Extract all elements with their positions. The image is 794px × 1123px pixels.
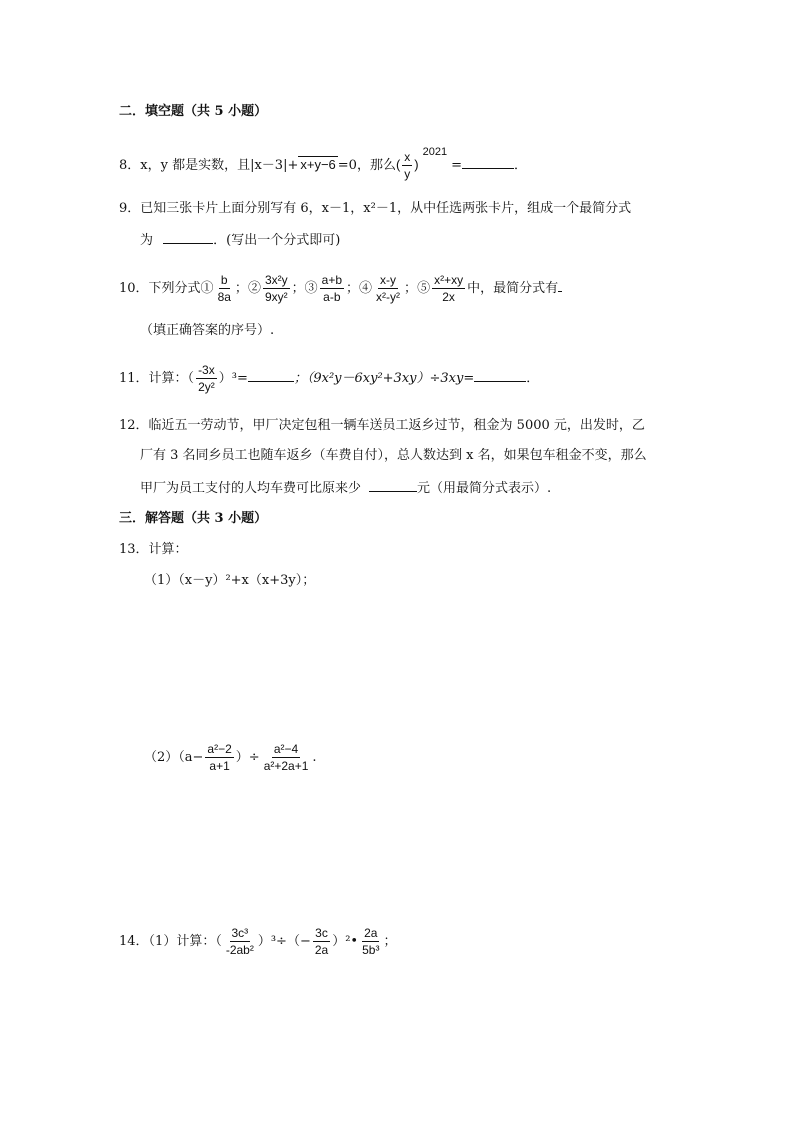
question-11 bbox=[119, 362, 539, 396]
answer-blank[interactable] bbox=[369, 479, 417, 492]
fraction bbox=[262, 742, 311, 773]
section-title-fill-in bbox=[119, 104, 267, 120]
sqrt-expression: x+y−6 bbox=[300, 157, 336, 172]
question-text: ）³= bbox=[218, 371, 248, 386]
question-14 bbox=[119, 922, 396, 962]
question-number: 10． bbox=[119, 281, 149, 296]
fraction-denominator: y bbox=[404, 167, 411, 181]
fraction-numerator: x²+xy bbox=[434, 273, 464, 287]
fraction-denominator: a²+2a+1 bbox=[263, 759, 309, 773]
question-number: 9． bbox=[119, 201, 141, 216]
fraction-3 bbox=[320, 273, 344, 304]
answer-blank[interactable] bbox=[163, 231, 213, 244]
fraction-numerator: 3c³ bbox=[231, 926, 249, 940]
separator: ； bbox=[234, 281, 248, 296]
question-number: 13． bbox=[119, 542, 149, 557]
question-text: 下列分式① bbox=[148, 281, 214, 296]
fraction-numerator: a+b bbox=[321, 273, 343, 287]
question-text: 计算： bbox=[148, 542, 188, 557]
question-text: 甲厂为员工支付的人均车费可比原来少 bbox=[140, 481, 362, 496]
question-9-line-2 bbox=[140, 231, 340, 249]
fraction bbox=[224, 926, 256, 957]
question-text: ； bbox=[383, 934, 397, 949]
question-text: ． bbox=[514, 158, 528, 173]
question-9 bbox=[119, 201, 631, 217]
fraction-numerator: x bbox=[404, 150, 411, 164]
question-text: （1）（x－y）²+x（x+3y）； bbox=[144, 573, 316, 588]
fraction-5 bbox=[432, 273, 465, 304]
question-text: = bbox=[451, 158, 463, 173]
paren: ( bbox=[395, 157, 401, 172]
question-number: 14． bbox=[119, 934, 149, 949]
question-12 bbox=[119, 418, 645, 434]
fraction-numerator: b bbox=[220, 273, 228, 287]
question-10 bbox=[119, 272, 562, 306]
question-text: 已知三张卡片上面分别写有 6，x－1，x²－1，从中任选两张卡片，组成一个最简分式 bbox=[140, 201, 632, 216]
question-text: 厂有 3 名同乡员工也随车返乡（车费自付），总人数达到 x 名，如果包车租金不变，那么 bbox=[140, 448, 647, 463]
separator: ； bbox=[291, 281, 305, 296]
marker: ③ bbox=[304, 281, 318, 296]
fraction-denominator: 8a bbox=[217, 290, 231, 304]
fraction-1 bbox=[216, 273, 233, 304]
question-12-line-2 bbox=[140, 448, 647, 464]
question-12-line-3 bbox=[140, 479, 551, 497]
answer-blank[interactable] bbox=[474, 369, 526, 382]
fraction bbox=[313, 926, 330, 957]
fraction-numerator: 2a bbox=[364, 926, 378, 940]
question-number: 11． bbox=[119, 371, 149, 386]
marker: ⑤ bbox=[417, 281, 431, 296]
exponent: 2021 bbox=[422, 146, 448, 158]
section-title-text: 二．填空题（共 5 小题） bbox=[119, 104, 268, 119]
answer-blank[interactable] bbox=[248, 369, 294, 382]
separator: ； bbox=[346, 281, 360, 296]
question-text: （填正确答案的序号）. bbox=[140, 323, 275, 338]
question-number: 12． bbox=[119, 418, 149, 433]
question-10-line-2 bbox=[140, 323, 274, 339]
fraction-denominator: 2a bbox=[314, 943, 329, 957]
answer-blank[interactable] bbox=[462, 156, 514, 169]
fraction-denominator: 5b³ bbox=[362, 943, 380, 957]
question-text: 计算：（ bbox=[148, 371, 195, 386]
fraction-denominator: 2y² bbox=[198, 380, 215, 394]
question-text: x，y 都是实数，且|x－3|+ bbox=[140, 158, 299, 173]
marker: ④ bbox=[359, 281, 373, 296]
question-text: 中，最简分式有 bbox=[467, 281, 559, 296]
fraction-4 bbox=[374, 273, 402, 304]
question-text: ． bbox=[526, 371, 540, 386]
question-text: ．(写出一个分式即可) bbox=[213, 233, 341, 248]
fraction bbox=[205, 742, 233, 773]
question-13-part-2 bbox=[144, 738, 317, 778]
question-text: （2）（a− bbox=[144, 750, 204, 765]
section-title-solve bbox=[119, 511, 267, 527]
fraction-numerator: 3x²y bbox=[264, 273, 288, 287]
fraction-denominator: a+1 bbox=[209, 759, 230, 773]
fraction bbox=[196, 363, 217, 394]
question-8 bbox=[119, 146, 528, 181]
question-text: 元（用最简分式表示）. bbox=[417, 481, 552, 496]
fraction-numerator: a²−2 bbox=[207, 742, 232, 756]
fraction-numerator: -3x bbox=[198, 363, 215, 377]
question-text: ；（9x²y－6xy²+3xy）÷3xy= bbox=[293, 371, 475, 386]
question-number: 8． bbox=[119, 158, 141, 173]
separator: ； bbox=[404, 281, 418, 296]
fraction-numerator: x-y bbox=[380, 273, 397, 287]
answer-blank[interactable] bbox=[558, 279, 562, 292]
fraction-numerator: a²−4 bbox=[273, 742, 299, 756]
fraction-denominator: 9xy² bbox=[264, 290, 288, 304]
fraction-denominator: 2x bbox=[442, 290, 455, 304]
question-text: 为 bbox=[140, 233, 154, 248]
question-13-part-1 bbox=[144, 573, 315, 589]
question-13 bbox=[119, 542, 188, 558]
fraction-denominator: -2ab² bbox=[225, 943, 254, 957]
paren: ) bbox=[414, 157, 419, 172]
question-text: . bbox=[312, 750, 317, 765]
question-text: =0，那么 bbox=[337, 158, 396, 173]
question-text: （1）计算：（ bbox=[148, 934, 222, 949]
question-text: 临近五一劳动节，甲厂决定包租一辆车送员工返乡过节，租金为 5000 元，出发时，乙 bbox=[148, 418, 645, 433]
fraction-numerator: 3c bbox=[315, 926, 328, 940]
fraction-denominator: x²-y² bbox=[376, 290, 401, 304]
fraction bbox=[360, 926, 381, 957]
question-text: ）÷ bbox=[235, 750, 260, 765]
section-title-text: 三．解答题（共 3 小题） bbox=[119, 511, 268, 526]
question-text: ）²• bbox=[332, 934, 359, 949]
fraction bbox=[402, 150, 412, 181]
fraction-2 bbox=[263, 273, 290, 304]
fraction-denominator: a-b bbox=[323, 290, 341, 304]
marker: ② bbox=[247, 281, 261, 296]
question-text: ）³÷（− bbox=[257, 934, 311, 949]
